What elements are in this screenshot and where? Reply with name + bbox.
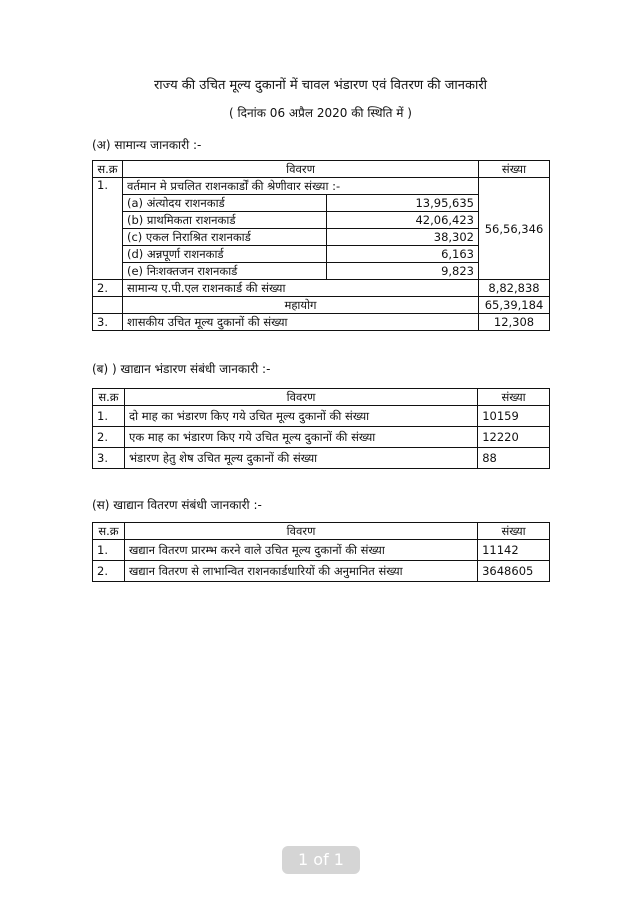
sub-row-value: 6,163 bbox=[326, 246, 478, 263]
table-header-row bbox=[93, 389, 550, 406]
header-count: संख्या bbox=[478, 523, 550, 540]
table-header-row bbox=[93, 161, 550, 178]
row-serial: 1. bbox=[93, 540, 125, 561]
header-serial: स.क्र bbox=[93, 389, 125, 406]
header-description: विवरण bbox=[122, 161, 478, 178]
table-row bbox=[93, 314, 550, 331]
row-serial: 2. bbox=[93, 427, 125, 448]
row-serial: 3. bbox=[93, 448, 125, 469]
sub-row-label: (b) प्राथमिकता राशनकार्ड bbox=[122, 212, 326, 229]
header-count: संख्या bbox=[478, 389, 550, 406]
grand-total-label: महायोग bbox=[122, 297, 478, 314]
row-value: 12,308 bbox=[479, 314, 550, 331]
row-description: भंडारण हेतु शेष उचित मूल्य दुकानों की संख्या bbox=[124, 448, 477, 469]
row-serial: 3. bbox=[93, 314, 123, 331]
page-indicator: 1 of 1 bbox=[282, 846, 360, 874]
row-value: 10159 bbox=[478, 406, 550, 427]
sub-row-label: (e) निःशक्तजन राशनकार्ड bbox=[122, 263, 326, 280]
section-a-table bbox=[92, 160, 550, 331]
sub-row-label: (c) एकल निराश्रित राशनकार्ड bbox=[122, 229, 326, 246]
table-row bbox=[93, 427, 550, 448]
row-description: सामान्य ए.पी.एल राशनकार्ड की संख्या bbox=[122, 280, 478, 297]
header-description: विवरण bbox=[124, 523, 477, 540]
row-serial: 1. bbox=[93, 178, 123, 280]
table-row bbox=[93, 406, 550, 427]
section-c-table bbox=[92, 522, 550, 582]
table-row bbox=[93, 178, 550, 195]
header-serial: स.क्र bbox=[93, 523, 125, 540]
document-title: राज्य की उचित मूल्य दुकानों में चावल भंडारण एवं वितरण की जानकारी bbox=[153, 78, 488, 93]
row-serial: 1. bbox=[93, 406, 125, 427]
section-a-heading: (अ) सामान्य जानकारी :- bbox=[92, 138, 202, 152]
row-value: 8,82,838 bbox=[479, 280, 550, 297]
section-c-heading: (स) खाद्यान वितरण संबंधी जानकारी :- bbox=[92, 498, 262, 512]
table-header-row bbox=[93, 523, 550, 540]
row-serial: 2. bbox=[93, 561, 125, 582]
grand-total-value: 65,39,184 bbox=[479, 297, 550, 314]
document-subtitle: ( दिनांक 06 अप्रैल 2020 की स्थिति में ) bbox=[229, 106, 412, 120]
table-row bbox=[93, 561, 550, 582]
header-serial: स.क्र bbox=[93, 161, 123, 178]
row-description: वर्तमान मे प्रचलित राशनकार्डों की श्रेणीवार संख्या :- bbox=[122, 178, 478, 195]
row-value: 12220 bbox=[478, 427, 550, 448]
table-row bbox=[93, 448, 550, 469]
row-total: 56,56,346 bbox=[479, 178, 550, 280]
row-description: एक माह का भंडारण किए गये उचित मूल्य दुकानों की संख्या bbox=[124, 427, 477, 448]
row-serial: 2. bbox=[93, 280, 123, 297]
sub-row-value: 13,95,635 bbox=[326, 195, 478, 212]
table-row bbox=[93, 540, 550, 561]
section-b-heading: (ब) ) खाद्यान भंडारण संबंधी जानकारी :- bbox=[92, 362, 271, 376]
row-value: 3648605 bbox=[478, 561, 550, 582]
row-value: 11142 bbox=[478, 540, 550, 561]
row-description: खद्यान वितरण प्रारम्भ करने वाले उचित मूल्य दुकानों की संख्या bbox=[124, 540, 477, 561]
header-count: संख्या bbox=[479, 161, 550, 178]
sub-row-label: (d) अन्नपूर्णा राशनकार्ड bbox=[122, 246, 326, 263]
sub-row-label: (a) अंत्योदय राशनकार्ड bbox=[122, 195, 326, 212]
header-description: विवरण bbox=[124, 389, 477, 406]
row-description: दो माह का भंडारण किए गये उचित मूल्य दुकानों की संख्या bbox=[124, 406, 477, 427]
sub-row-value: 42,06,423 bbox=[326, 212, 478, 229]
row-value: 88 bbox=[478, 448, 550, 469]
table-row bbox=[93, 280, 550, 297]
row-description: शासकीय उचित मूल्य दुकानों की संख्या bbox=[122, 314, 478, 331]
section-b-table bbox=[92, 388, 550, 469]
row-description: खद्यान वितरण से लाभान्वित राशनकार्डधारियों की अनुमानित संख्या bbox=[124, 561, 477, 582]
sub-row-value: 38,302 bbox=[326, 229, 478, 246]
sub-row-value: 9,823 bbox=[326, 263, 478, 280]
grand-total-row bbox=[93, 297, 550, 314]
